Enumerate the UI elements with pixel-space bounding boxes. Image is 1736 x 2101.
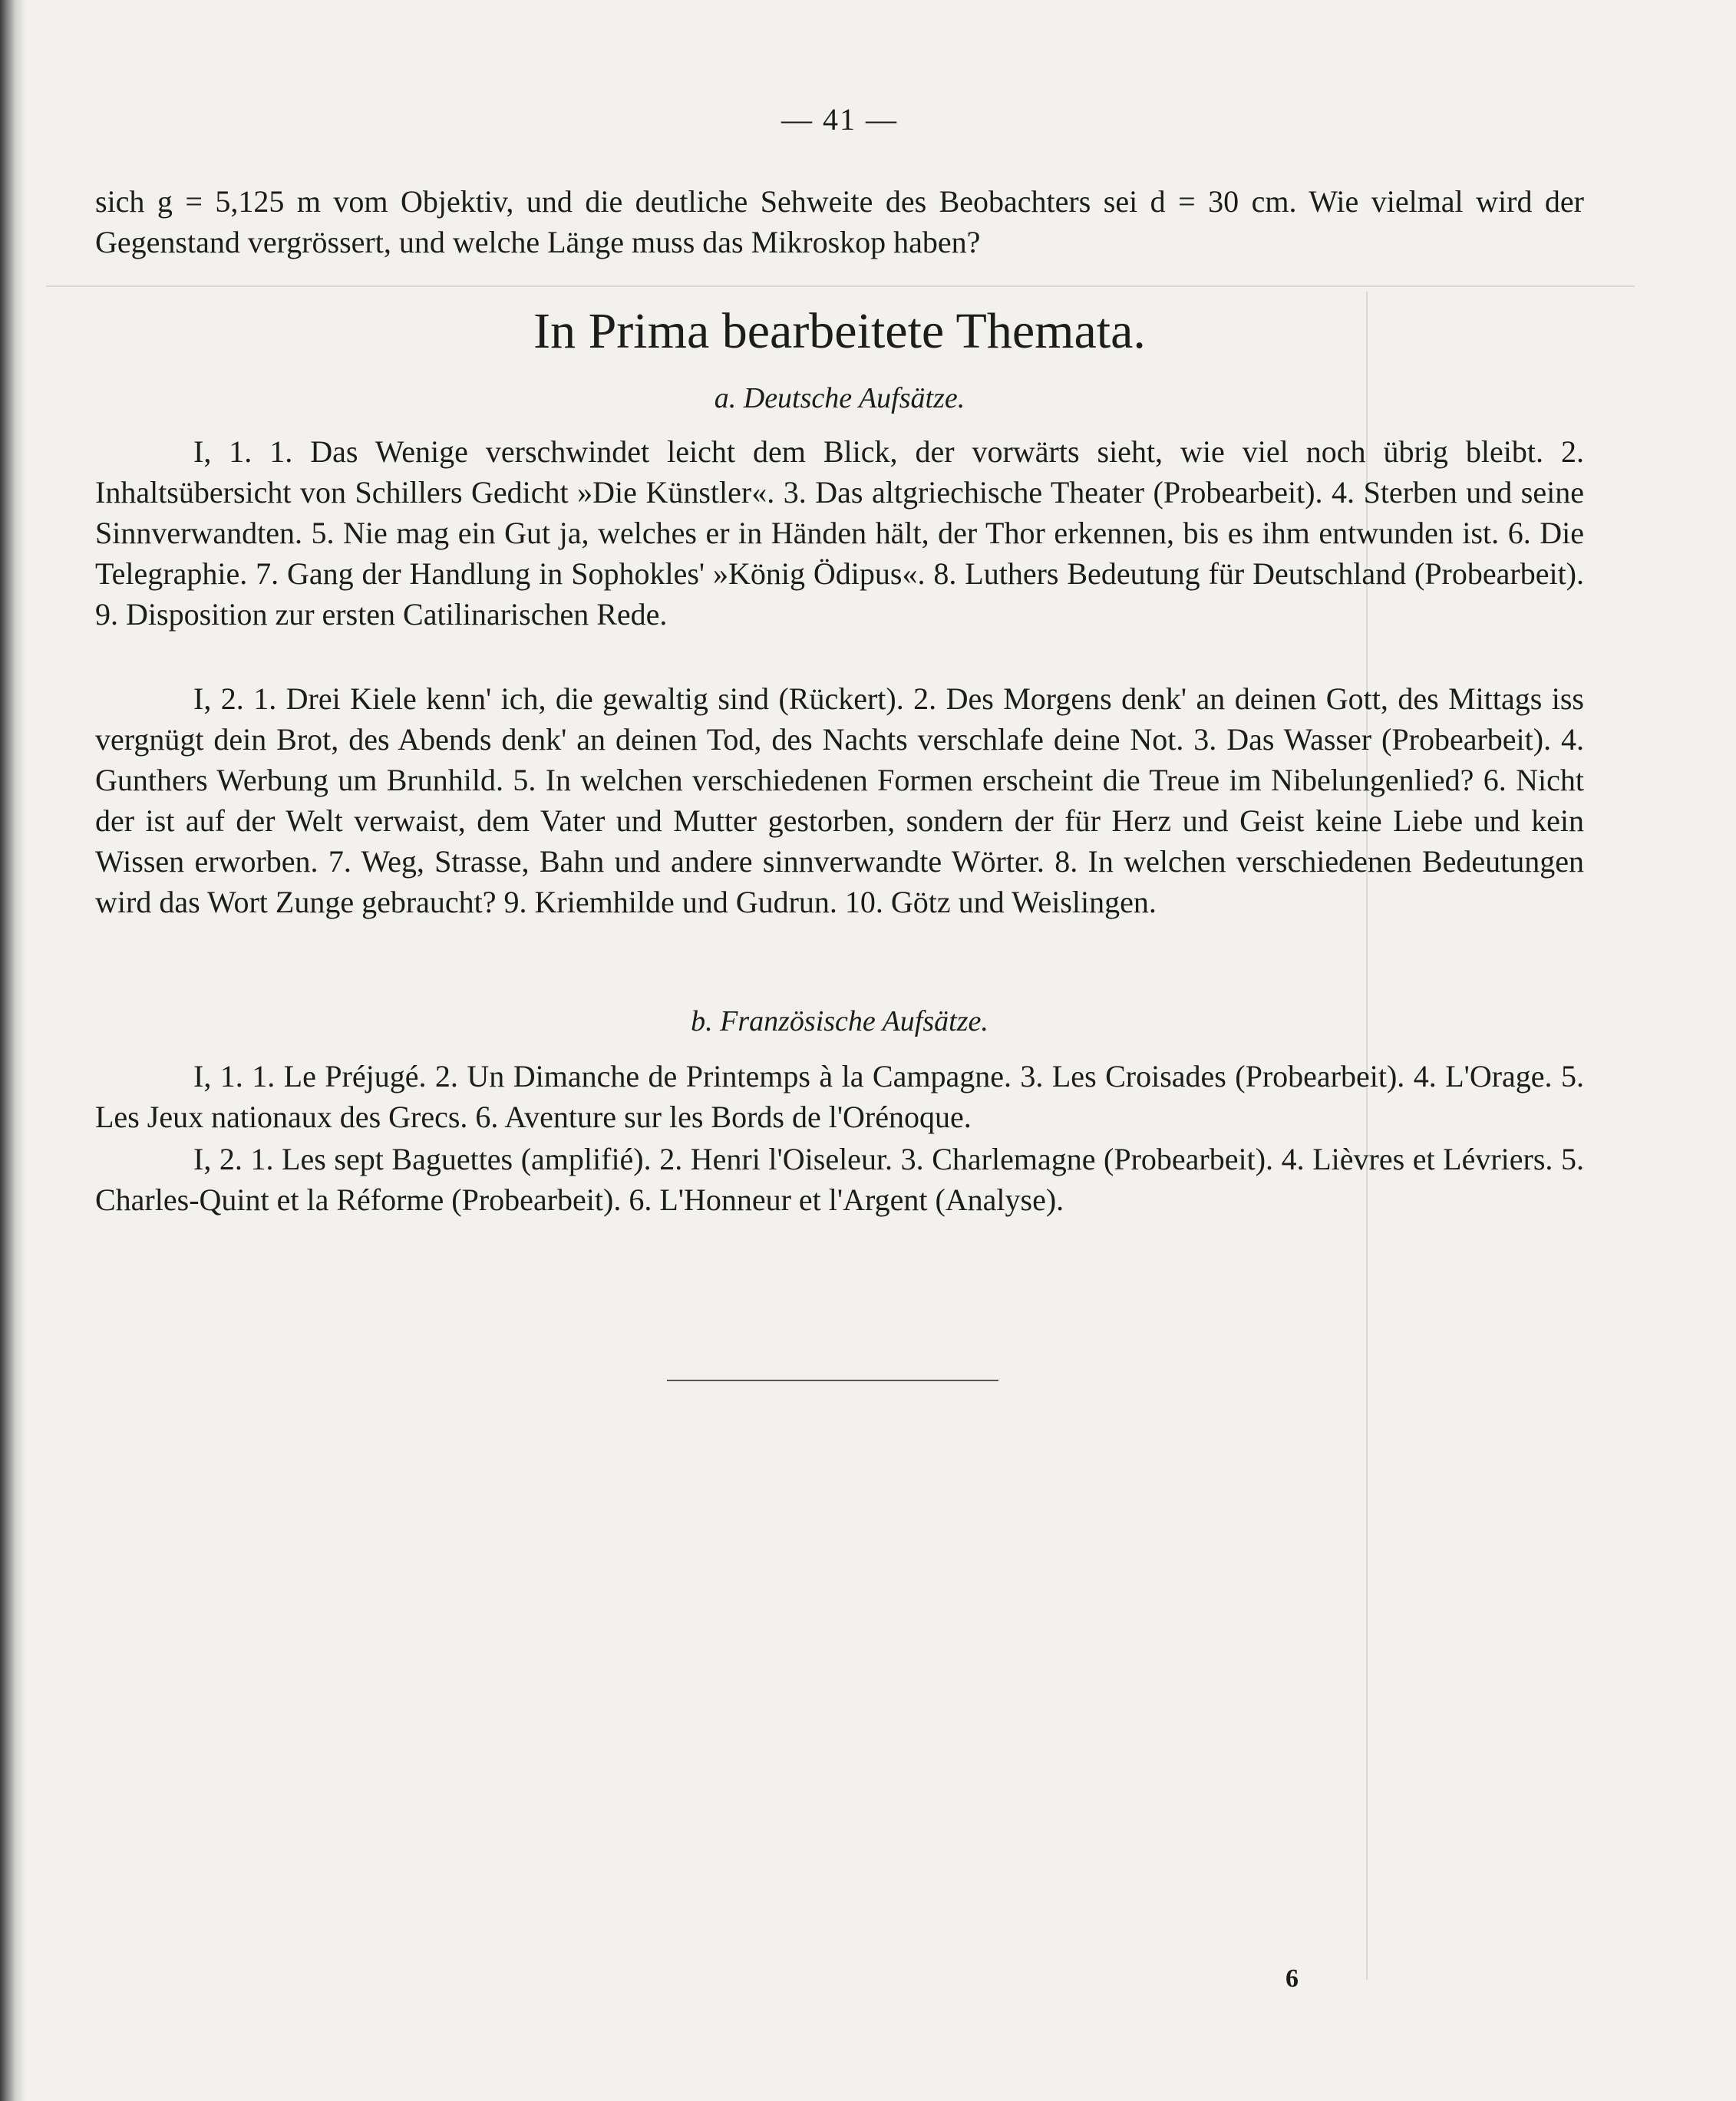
document-page	[95, 0, 1584, 2101]
paragraph-deutsch-2: I, 2. 1. Drei Kiele kenn' ich, die gewaltig sind (Rückert). 2. Des Morgens denk' an deinen Gott, des Mittags iss vergnügt dein Brot, des Abends denk' an deinen Tod, des Nachts verschlafe deine Not. 3. Das Wasser (Probearbeit). 4. Gunthers Werbung um Brunhild. 5. In welchen verschiedenen Formen erscheint die Treue im Nibelungenlied? 6. Nicht der ist auf der Welt verwaist, dem Vater und Mutter gestorben, sondern der für Herz und Geist keine Liebe und kein Wissen erworben. 7. Weg, Strasse, Bahn und andere sinnverwandte Wörter. 8. In welchen verschiedenen Bedeutungen wird das Wort Zunge gebraucht? 9. Kriemhilde und Gudrun. 10. Götz und Weislingen.	[95, 681, 1584, 919]
section-divider	[667, 1380, 998, 1381]
subsection-title-franzoesisch: b. Französische Aufsätze.	[691, 1005, 988, 1037]
sheet-signature-mark: 6	[1285, 1964, 1299, 1993]
paragraph-deutsch-1: I, 1. 1. Das Wenige verschwindet leicht dem Blick, der vorwärts sieht, wie viel noch übrig bleibt. 2. Inhaltsübersicht von Schillers Gedicht »Die Künstler«. 3. Das altgriechische Theater (Probearbeit). 4. Sterben und seine Sinnverwandten. 5. Nie mag ein Gut ja, welches er in Händen hält, der Thor erkennen, bis es ihm entwunden ist. 6. Die Telegraphie. 7. Gang der Handlung in Sophokles' »König Ödipus«. 8. Luthers Bedeutung für Deutschland (Probearbeit). 9. Disposition zur ersten Catilinarischen Rede.	[95, 434, 1584, 632]
page-number: — 41 —	[781, 102, 898, 137]
paragraph-franzoesisch-1: I, 1. 1. Le Préjugé. 2. Un Dimanche de Printemps à la Campagne. 3. Les Croisades (Probearbeit). 4. L'Orage. 5. Les Jeux nationaux des Grecs. 6. Aventure sur les Bords de l'Orénoque.	[95, 1059, 1584, 1134]
paragraph-franzoesisch-2: I, 2. 1. Les sept Baguettes (amplifié). 2. Henri l'Oiseleur. 3. Charlemagne (Probearbeit). 4. Lièvres et Lévriers. 5. Charles-Quint et la Réforme (Probearbeit). 6. L'Honneur et l'Argent (Analyse).	[95, 1142, 1584, 1217]
intro-paragraph: sich g = 5,125 m vom Objektiv, und die deutliche Sehweite des Beobachters sei d = 30 cm. Wie vielmal wird der Gegenstand vergrössert, und welche Länge muss das Mikroskop haben?	[95, 184, 1584, 259]
section-heading: In Prima bearbeitete Themata.	[533, 303, 1146, 359]
subsection-title-deutsch: a. Deutsche Aufsätze.	[714, 382, 965, 414]
binding-edge	[0, 0, 26, 2101]
